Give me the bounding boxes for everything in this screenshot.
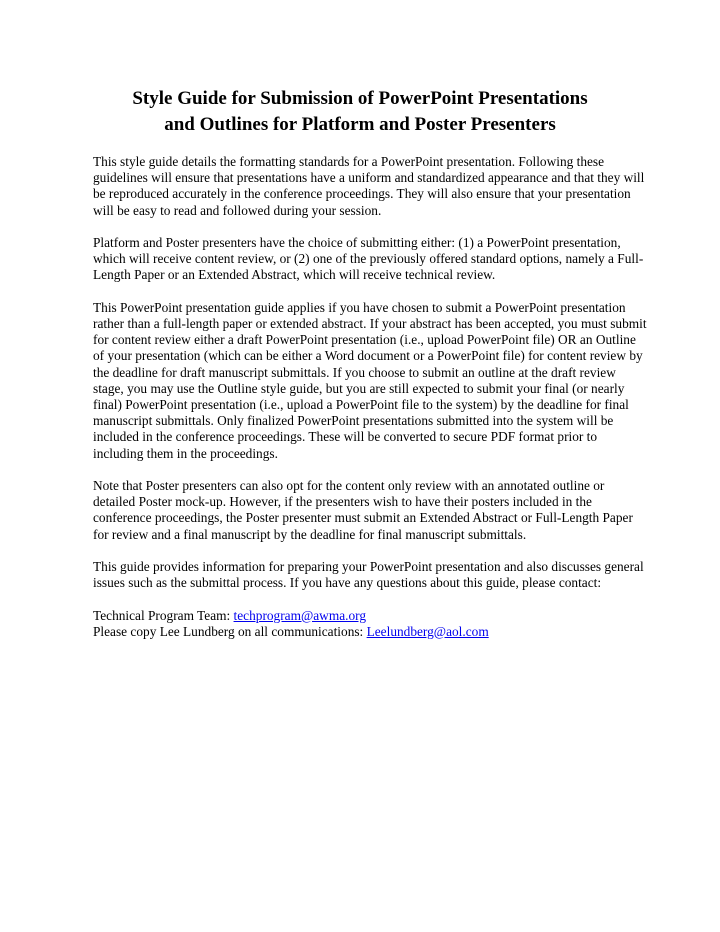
document-body (93, 154, 648, 640)
contact-lee-lundberg (93, 624, 648, 640)
title-line-2: and Outlines for Platform and Poster Presenters (164, 114, 556, 135)
email-link-leelundberg[interactable]: Leelundberg@aol.com (366, 623, 489, 639)
document-title (60, 86, 660, 138)
paragraph-guide-applicability: This PowerPoint presentation guide applies if you have chosen to submit a PowerPoint presentation rather than a full-length paper or extended abstract. If your abstract has been accepted, you must submit for content review either a draft PowerPoint presentation (i.e., upload PowerPoint file) OR an Outline of your presentation (which can be either a Word document or a PowerPoint file) for content review by the deadline for draft manuscript submittals. If you choose to submit an outline at the draft review stage, you may use the Outline style guide, but you are still expected to submit your final (or nearly final) PowerPoint presentation (i.e., upload a PowerPoint file to the system) by the deadline for final manuscript submittals. Only finalized PowerPoint presentations submitted into the system will be included in the conference proceedings. These will be converted to secure PDF format prior to including them in the proceedings. (93, 299, 647, 461)
paragraph-submission-options: Platform and Poster presenters have the choice of submitting either: (1) a PowerPoint presentation, which will receive content review, or (2) one of the previously offered standard options, namely a Full-Length Paper or an Extended Abstract, which will receive technical review. (93, 235, 644, 283)
email-link-techprogram[interactable]: techprogram@awma.org (233, 607, 367, 623)
paragraph-poster-note: Note that Poster presenters can also opt for the content only review with an annotated outline or detailed Poster mock-up. However, if the presenters wish to have their posters included in the conference proceedings, the Poster presenter must submit an Extended Abstract or Full-Length Paper for review and a final manuscript by the deadline for final manuscript submittals. (93, 478, 633, 542)
title-line-1: Style Guide for Submission of PowerPoint Presentations (132, 88, 588, 109)
contact-technical-program (93, 608, 648, 624)
contact-label: Please copy Lee Lundberg on all communications: (93, 623, 367, 639)
contact-label: Technical Program Team: (93, 607, 234, 623)
paragraph-contact-info: This guide provides information for preparing your PowerPoint presentation and also discusses general issues such as the submittal process. If you have any questions about this guide, please contact: (93, 559, 644, 591)
paragraph-intro: This style guide details the formatting standards for a PowerPoint presentation. Following these guidelines will ensure that presentations have a uniform and standardized appearance and that they will be reproduced accurately in the conference proceedings. They will also ensure that your presentation will be easy to read and followed during your session. (93, 154, 645, 218)
